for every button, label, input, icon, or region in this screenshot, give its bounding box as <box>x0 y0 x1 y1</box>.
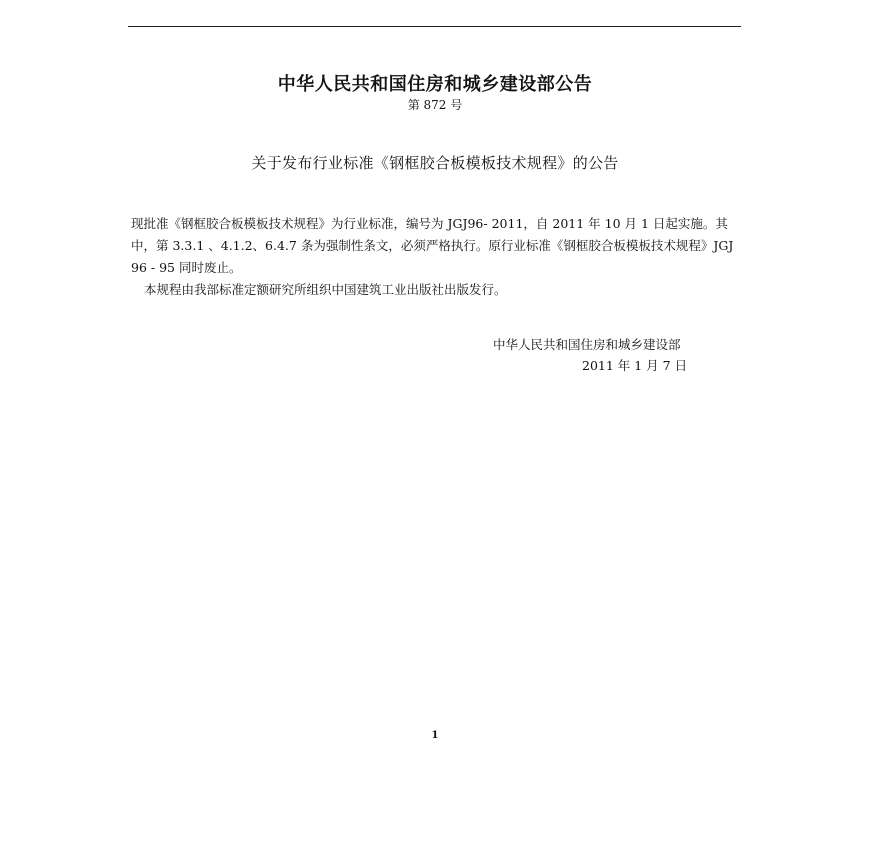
announcement-subject: 关于发布行业标准《钢框胶合板模板技术规程》的公告 <box>251 154 619 172</box>
announcement-number: 第 872 号 <box>407 98 463 112</box>
page-number: 1 <box>431 730 439 741</box>
signature-date: 2011 年 1 月 7 日 <box>582 358 688 373</box>
announcement-title: 中华人民共和国住房和城乡建设部公告 <box>277 74 593 95</box>
signature-issuer: 中华人民共和国住房和城乡建设部 <box>493 337 681 352</box>
body-paragraph-approval: 现批准《钢框胶合板模板技术规程》为行业标准，编号为 JGJ96- 2011，自 2011 年 10 月 1 日起实施。其中，第 3.3.1 、4.1.2、6.4.7 条为强制性条文，必须严格执行。原行业标准《钢框胶合板模板技术规程》JGJ 96 - 95 同时废止。 <box>131 216 734 275</box>
body-paragraph-publisher: 本规程由我部标准定额研究所组织中国建筑工业出版社出版发行。 <box>144 282 507 297</box>
announcement-body <box>131 213 743 301</box>
header-rule <box>128 26 741 27</box>
